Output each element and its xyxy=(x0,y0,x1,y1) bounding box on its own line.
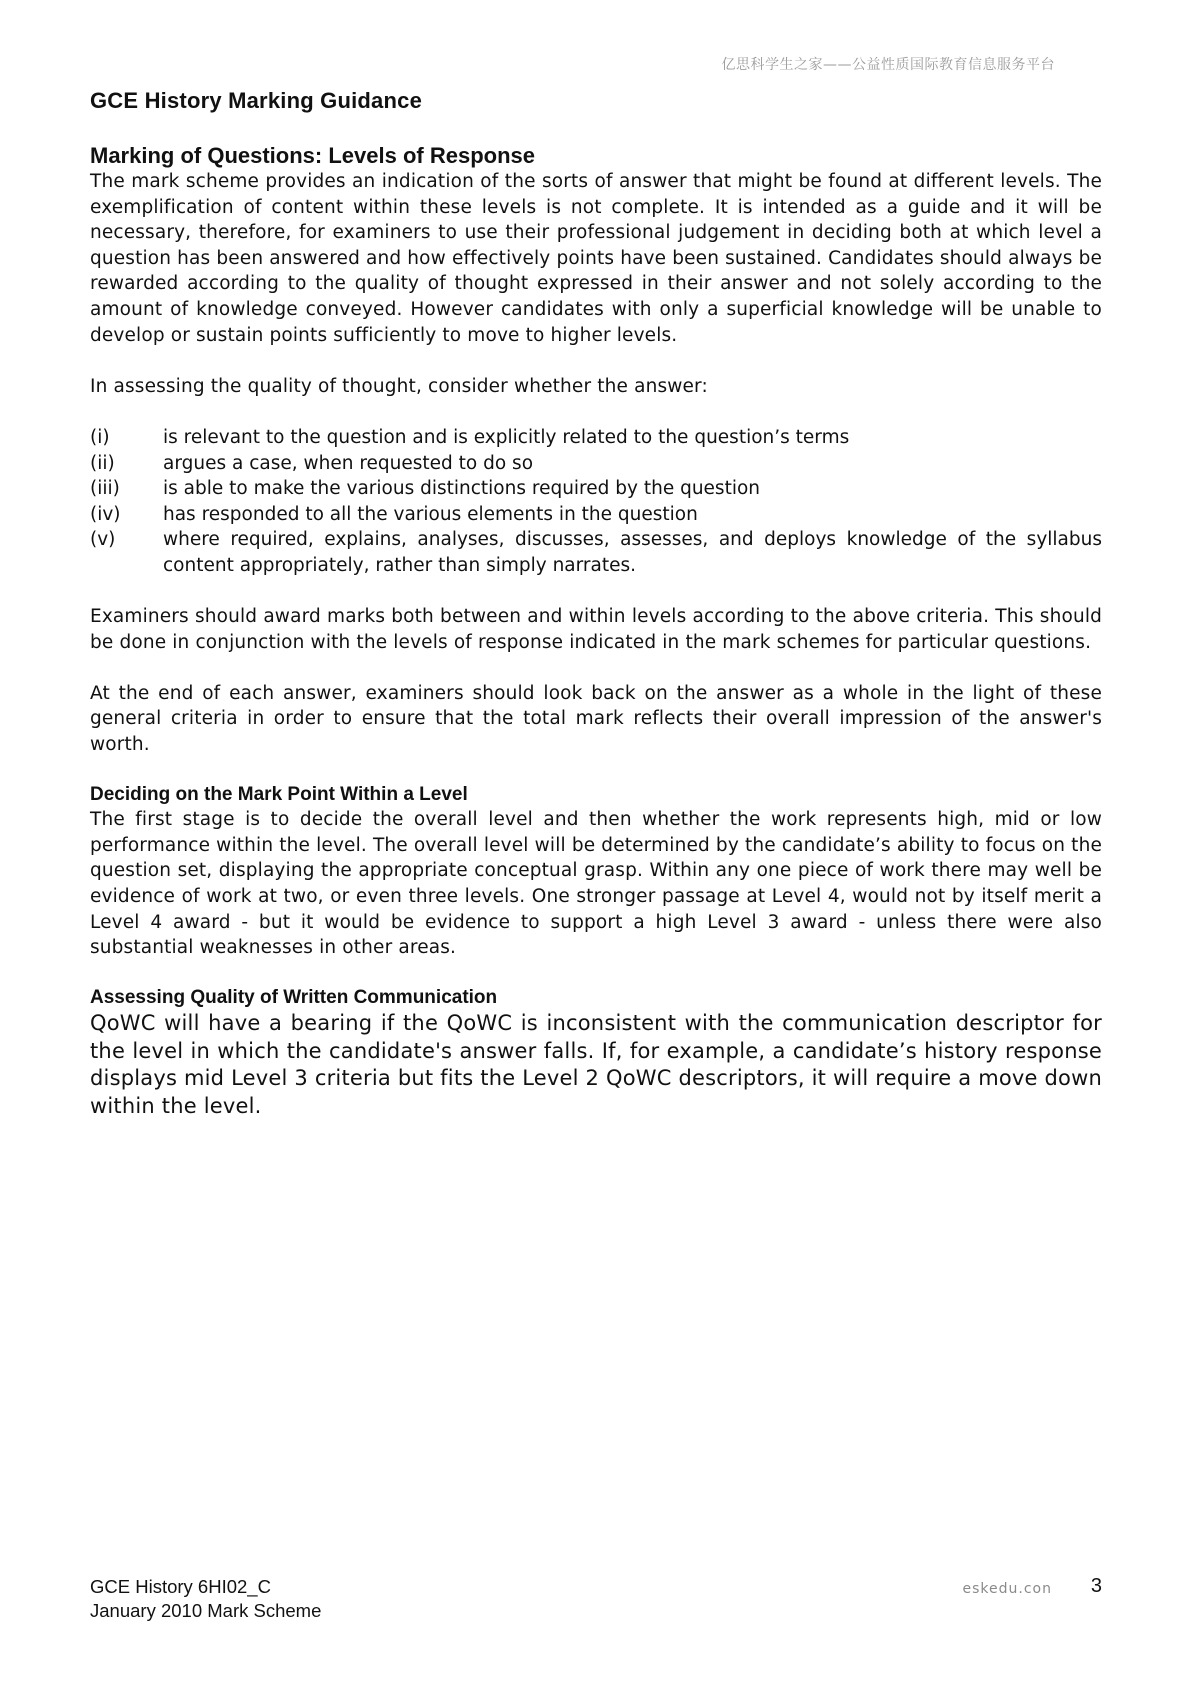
list-marker: (iii) xyxy=(90,478,120,500)
list-item-text: is able to make the various distinctions required by the question xyxy=(163,478,761,500)
page-number: 3 xyxy=(1090,1575,1102,1597)
examiners-paragraph: Examiners should award marks both between and within levels according to the above criteria. This should be done in conjunction with the levels of response indicated in the mark schemes for particular questions. xyxy=(90,606,1102,653)
mark-point-paragraph: The first stage is to decide the overall level and then whether the work represents high, mid or low performance within the level. The overall level will be determined by the candidate’s ability to focus on the question set, displaying the appropriate conceptual grasp. Within any one piece of work there may well be evidence of work at two, or even three levels. One stronger passage at Level 4, would not by itself merit a Level 4 award - but it would be evidence to support a high Level 3 award - unless there were also substantial weaknesses in other areas. xyxy=(90,809,1102,959)
mark-point-heading: Deciding on the Mark Point Within a Level xyxy=(90,784,468,806)
list-marker: (iv) xyxy=(90,503,121,525)
section-heading-levels: Marking of Questions: Levels of Response xyxy=(90,143,535,168)
list-item xyxy=(90,425,1102,451)
list-item xyxy=(90,502,1102,528)
footer-line-1: GCE History 6HI02_C xyxy=(90,1576,271,1597)
assessing-intro: In assessing the quality of thought, consider whether the answer: xyxy=(90,375,708,397)
document-body xyxy=(90,88,1102,1120)
list-item xyxy=(90,476,1102,502)
list-item-text: argues a case, when requested to do so xyxy=(163,452,534,474)
watermark-text: 亿思科学生之家——公益性质国际教育信息服务平台 xyxy=(721,57,1055,73)
footer-site-text: eskedu.con xyxy=(962,1581,1052,1597)
end-paragraph: At the end of each answer, examiners should look back on the answer as a whole in the light of these general criteria in order to ensure that the total mark reflects their overall impression of the answer's worth. xyxy=(90,682,1102,756)
list-item xyxy=(90,451,1102,477)
qowc-heading: Assessing Quality of Written Communication xyxy=(90,987,498,1009)
list-item xyxy=(90,527,1102,578)
qowc-paragraph: QoWC will have a bearing if the QoWC is inconsistent with the communication descriptor for the level in which the candidate's answer falls. If, for example, a candidate’s history response displays mid Level 3 criteria but fits the Level 2 QoWC descriptors, it will require a move down within the level. xyxy=(90,1011,1102,1118)
list-item-text: is relevant to the question and is explicitly related to the question’s terms xyxy=(163,426,850,448)
list-item-text: where required, explains, analyses, discusses, assesses, and deploys knowledge of the syllabus content appropriately, rather than simply narrates. xyxy=(163,529,1102,576)
list-marker: (v) xyxy=(90,529,116,551)
intro-paragraph: The mark scheme provides an indication of the sorts of answer that might be found at different levels. The exemplification of content within these levels is not complete. It is intended as a guide and it will be necessary, therefore, for examiners to use their professional judgement in deciding both at which level a question has been answered and how effectively points have been sustained. Candidates should always be rewarded according to the quality of thought expressed in their answer and not solely according to the amount of knowledge conveyed. However candidates with only a superficial knowledge will be unable to develop or sustain points sufficiently to move to higher levels. xyxy=(90,171,1102,346)
document-title: GCE History Marking Guidance xyxy=(90,88,423,113)
list-marker: (i) xyxy=(90,426,110,448)
footer-line-2: January 2010 Mark Scheme xyxy=(90,1600,322,1621)
list-item-text: has responded to all the various elements in the question xyxy=(163,503,698,525)
list-marker: (ii) xyxy=(90,452,115,474)
footer-document-info xyxy=(90,1575,321,1623)
criteria-list xyxy=(90,425,1102,579)
